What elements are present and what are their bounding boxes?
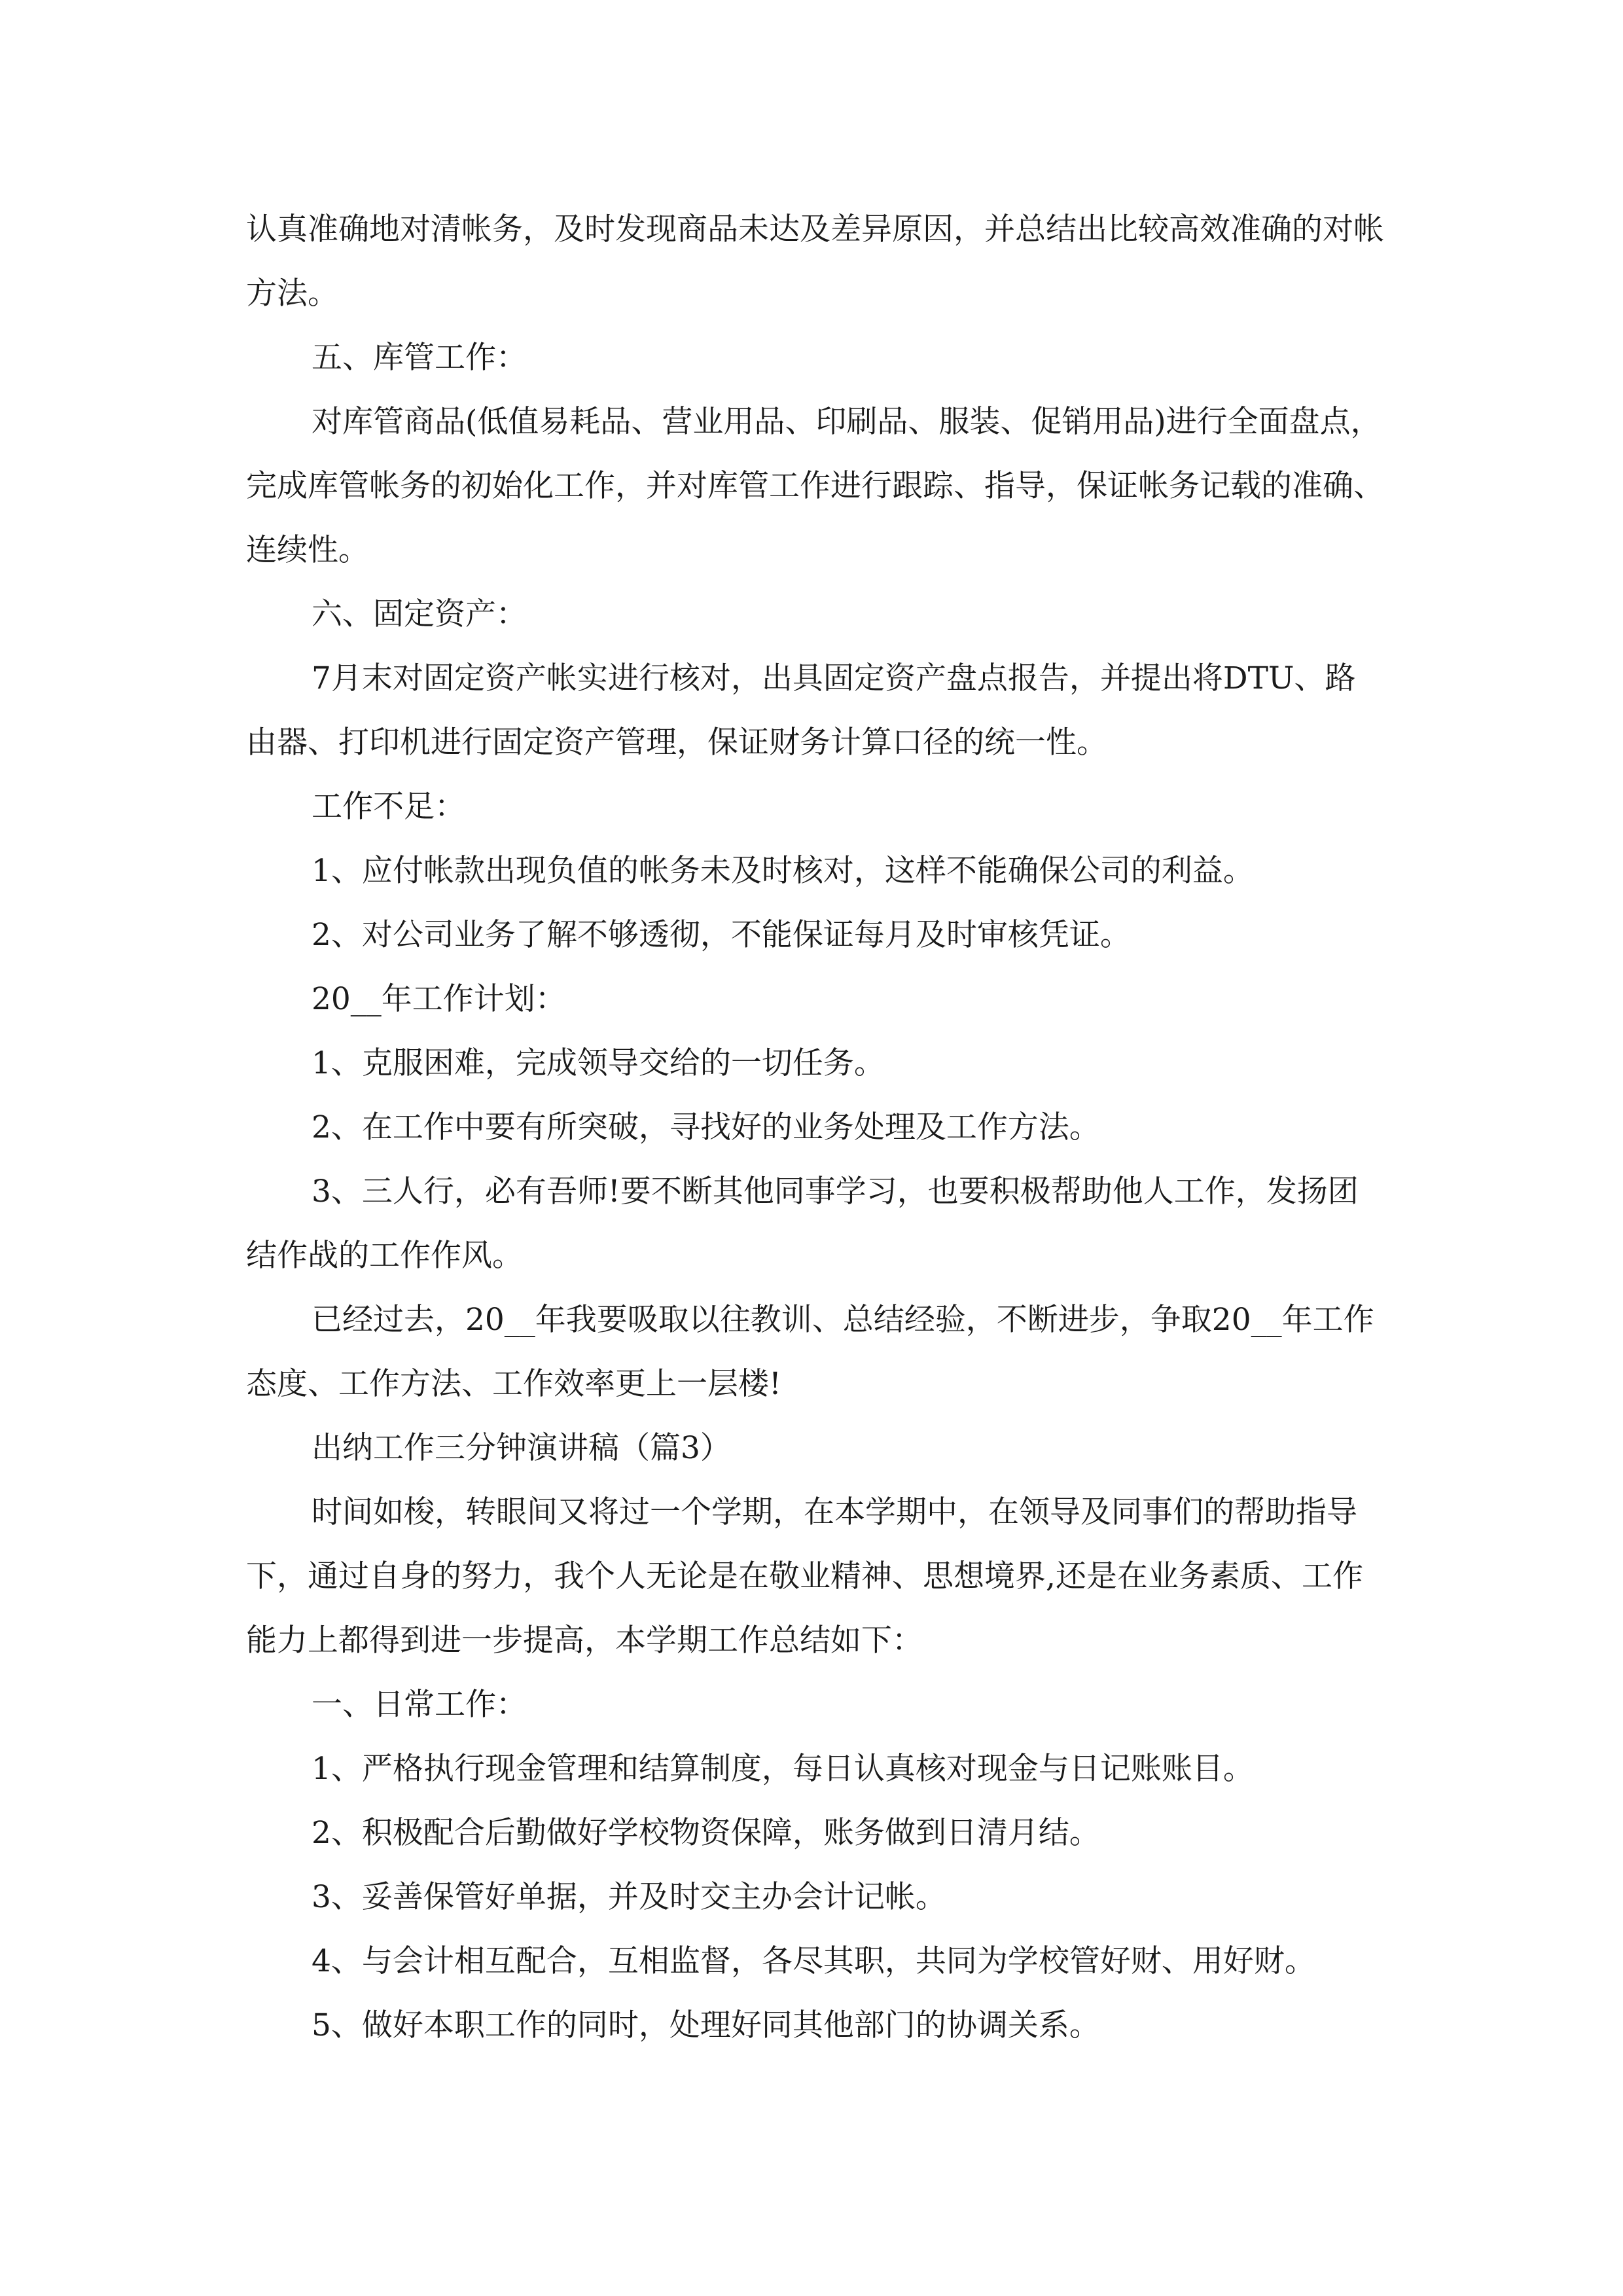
heading-daily-work: 一、日常工作： <box>312 1687 527 1723</box>
paragraph-speech-intro: 时间如梭，转眼间又将过一个学期，在本学期中，在领导及同事们的帮助指导下，通过自身的努力，我个人无论是在敬业精神、思想境界,还是在业务素质、工作能力上都得到进一步提高，本学期工作总结如下： <box>246 1494 1363 1659</box>
paragraph-inventory-check: 对库管商品(低值易耗品、营业用品、印刷品、服装、促销用品)进行全面盘点，完成库管帐务的初始化工作，并对库管工作进行跟踪、指导，保证帐务记载的准确、连续性。 <box>246 404 1384 568</box>
document-body <box>246 198 1385 2058</box>
list-item-shortcoming-1: 1、应付帐款出现负值的帐务未及时核对，这样不能确保公司的利益。 <box>312 853 1254 889</box>
list-item-daily-2: 2、积极配合后勤做好学校物资保障，账务做到日清月结。 <box>312 1815 1100 1851</box>
paragraph-closing: 已经过去，20__年我要吸取以往教训、总结经验，不断进步，争取20__年工作态度、工作方法、工作效率更上一层楼! <box>246 1302 1374 1402</box>
list-item-daily-4: 4、与会计相互配合，互相监督，各尽其职，共同为学校管好财、用好财。 <box>312 1943 1315 1979</box>
list-item-plan-3: 3、三人行，必有吾师!要不断其他同事学习，也要积极帮助他人工作，发扬团结作战的工作作风。 <box>246 1174 1359 1274</box>
paragraph-fixed-assets: 7月末对固定资产帐实进行核对，出具固定资产盘点报告，并提出将DTU、路由器、打印机进行固定资产管理，保证财务计算口径的统一性。 <box>246 660 1356 761</box>
heading-shortcomings: 工作不足： <box>312 789 465 825</box>
list-item-daily-5: 5、做好本职工作的同时，处理好同其他部门的协调关系。 <box>312 2007 1100 2043</box>
list-item-shortcoming-2: 2、对公司业务了解不够透彻，不能保证每月及时审核凭证。 <box>312 917 1131 953</box>
list-item-daily-1: 1、严格执行现金管理和结算制度，每日认真核对现金与日记账账目。 <box>312 1751 1254 1787</box>
heading-inventory-work: 五、库管工作： <box>312 340 527 376</box>
heading-work-plan: 20__年工作计划： <box>312 981 566 1017</box>
list-item-plan-1: 1、克服困难，完成领导交给的一切任务。 <box>312 1045 885 1081</box>
heading-fixed-assets: 六、固定资产： <box>312 596 527 632</box>
list-item-plan-2: 2、在工作中要有所突破，寻找好的业务处理及工作方法。 <box>312 1109 1100 1145</box>
list-item-daily-3: 3、妥善保管好单据，并及时交主办会计记帐。 <box>312 1879 946 1915</box>
section-title-speech-3: 出纳工作三分钟演讲稿（篇3） <box>312 1430 731 1466</box>
paragraph-account-reconciliation: 认真准确地对清帐务，及时发现商品未达及差异原因，并总结出比较高效准确的对帐方法。 <box>246 211 1384 312</box>
